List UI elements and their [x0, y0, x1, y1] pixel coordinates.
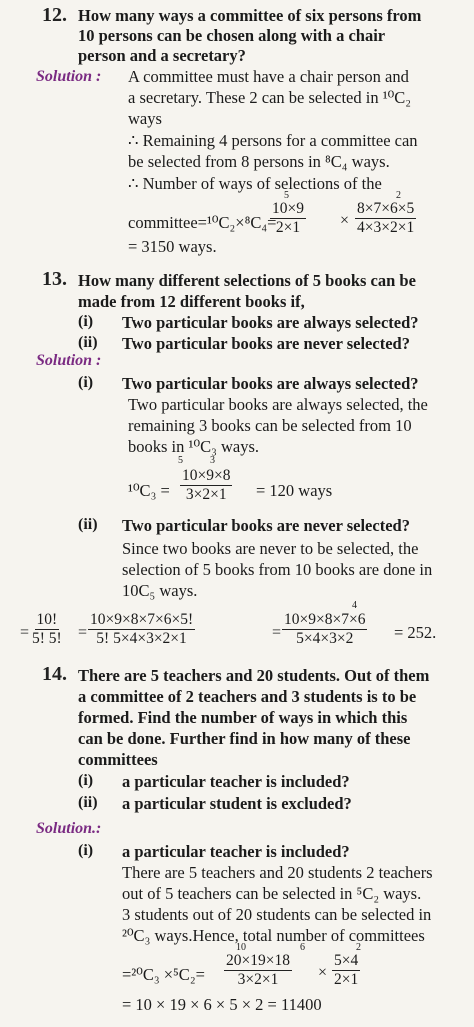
s14-i-line-1: There are 5 teachers and 20 students 2 teachers [122, 863, 433, 882]
equals-sign: = [78, 624, 88, 641]
cancel-note-2: 2 [396, 190, 401, 201]
fraction-cancelled [282, 611, 367, 648]
cancel-note-4: 4 [352, 600, 357, 611]
question-14-line-4: can be done. Further find in how many of these [78, 729, 411, 748]
s13-ii-line-3: 10C₅ ways. [122, 581, 198, 600]
denominator: 5×4×3×2 [296, 630, 354, 647]
question-12-line-1: How many ways a committee of six persons from [78, 6, 422, 25]
denominator: 5! 5×4×3×2×1 [96, 630, 187, 647]
question-13-line-2: made from 12 different books if, [78, 292, 305, 311]
s14-part-i-heading: a particular teacher is included? [122, 842, 350, 861]
question-14-line-1: There are 5 teachers and 20 students. Out of them [78, 666, 430, 685]
q14-part-ii-label: (ii) [78, 794, 98, 811]
q13-part-ii-text: Two particular books are never selected? [122, 334, 410, 353]
fraction-1098-over-321 [180, 467, 232, 504]
solution-label-13: Solution : [36, 352, 102, 369]
s14-i-line-2: out of 5 teachers can be selected in ⁵C₂ ways. [122, 884, 422, 903]
q12-result: = 3150 ways. [128, 237, 217, 256]
times-sign: × [318, 964, 328, 981]
denominator: 2×1 [275, 219, 301, 236]
q14-part-i-label: (i) [78, 772, 94, 789]
s13-i-line-2: remaining 3 books can be selected from 10 [128, 416, 412, 435]
numerator: 5×4 [334, 952, 359, 969]
q13-part-i-text: Two particular books are always selected? [122, 313, 419, 332]
numerator: 10! [36, 611, 58, 628]
q13-part-ii-label: (ii) [78, 334, 98, 351]
question-number-12: 12. [42, 4, 67, 26]
solution-label-12: Solution : [36, 68, 102, 85]
q14-part-ii-text: a particular student is excluded? [122, 794, 352, 813]
committee-total-lhs: =²⁰C₃ ×⁵C₂= [122, 965, 205, 984]
s13-i-line-3: books in ¹⁰C₃ ways. [128, 437, 259, 456]
numerator: 10×9 [272, 200, 304, 217]
q13-part-i-label: (i) [78, 313, 94, 330]
equals-sign: = [20, 624, 30, 641]
question-12-line-3: person and a secretary? [78, 46, 246, 65]
solution-12-line-3: ways [128, 109, 162, 128]
s13-ii-line-1: Since two books are never to be selected, the [122, 539, 419, 558]
denominator: 2×1 [334, 971, 359, 988]
s13-i-line-1: Two particular books are always selected, the [128, 395, 428, 414]
s14-i-line-3: 3 students out of 20 students can be selected in [122, 905, 432, 924]
s13-part-ii-label: (ii) [78, 516, 98, 533]
question-14-line-5: committees [78, 750, 158, 769]
fraction-10x9-over-2x1 [270, 200, 306, 237]
q13-result: = 252. [394, 623, 437, 642]
solution-12-line-1: A committee must have a chair person and [128, 67, 409, 86]
solution-12-line-2: a secretary. These 2 can be selected in ¹⁰C₂ [128, 88, 412, 107]
denominator: 5! 5! [32, 630, 62, 647]
cancel-note-5: 5 [178, 455, 183, 466]
question-14-line-3: formed. Find the number of ways in which this [78, 708, 408, 727]
denominator: 3×2×1 [237, 971, 279, 988]
committee-lhs: committee=¹⁰C₂×⁸C₄= [128, 213, 277, 232]
equals-sign: = [272, 624, 282, 641]
fraction-201918-over-321 [224, 952, 292, 989]
q14-part-i-text: a particular teacher is included? [122, 772, 350, 791]
s14-i-line-4: ²⁰C₃ ways.Hence, total number of committees [122, 926, 425, 945]
cancel-note-3: 3 [210, 455, 215, 466]
combination-10c3-lhs: ¹⁰C₃ = [128, 481, 170, 500]
fraction-expanded [88, 611, 195, 648]
q14-result: = 10 × 19 × 6 × 5 × 2 = 11400 [122, 995, 322, 1014]
solution-12-line-4: ∴ Remaining 4 persons for a committee can [128, 131, 418, 150]
fraction-5x4-over-2x1 [332, 952, 360, 989]
question-13-line-1: How many different selections of 5 books can be [78, 271, 416, 290]
s14-part-i-label: (i) [78, 842, 94, 859]
numerator: 20×19×18 [226, 952, 290, 969]
combination-10c3-result: = 120 ways [256, 481, 333, 500]
question-number-13: 13. [42, 268, 67, 290]
denominator: 3×2×1 [185, 486, 227, 503]
solution-12-line-5: be selected from 8 persons in ⁸C₄ ways. [128, 152, 390, 171]
cancel-note-10: 10 [236, 942, 246, 953]
numerator: 10×9×8×7×6×5! [90, 611, 194, 628]
denominator: 4×3×2×1 [357, 219, 415, 236]
numerator: 10×9×8 [182, 467, 231, 484]
times-sign: × [340, 212, 350, 229]
cancel-note-5: 5 [284, 190, 289, 201]
s13-part-i-label: (i) [78, 374, 94, 391]
s13-part-i-heading: Two particular books are always selected? [122, 374, 419, 393]
question-14-line-2: a committee of 2 teachers and 3 students is to be [78, 687, 417, 706]
cancel-note-2: 2 [356, 942, 361, 953]
numerator: 10×9×8×7×6 [284, 611, 366, 628]
numerator: 8×7×6×5 [357, 200, 415, 217]
s13-part-ii-heading: Two particular books are never selected? [122, 516, 410, 535]
question-12-line-2: 10 persons can be chosen along with a chair [78, 26, 386, 45]
solution-label-14: Solution.: [36, 820, 102, 837]
cancel-note-6: 6 [300, 942, 305, 953]
s13-ii-line-2: selection of 5 books from 10 books are done in [122, 560, 433, 579]
solution-12-line-6: ∴ Number of ways of selections of the [128, 174, 382, 193]
fraction-10fact-over-5fact5fact [30, 611, 64, 648]
question-number-14: 14. [42, 663, 67, 685]
fraction-8765-over-4321 [355, 200, 416, 237]
